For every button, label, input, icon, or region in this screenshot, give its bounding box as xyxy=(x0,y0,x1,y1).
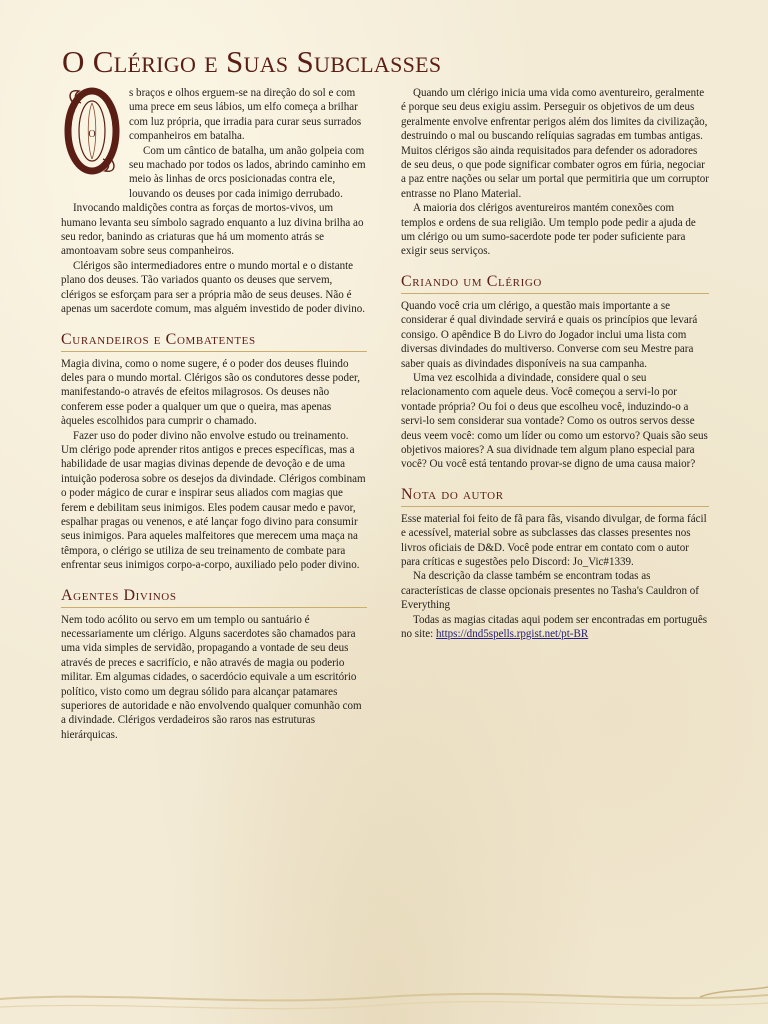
nota-p3 xyxy=(401,613,709,642)
section-heading-curandeiros: Curandeiros e Combatentes xyxy=(61,331,367,352)
curandeiros-p1: Magia divina, como o nome sugere, é o poder dos deuses fluindo deles para o mundo mortal. Clérigos são os condutores desse poder, manifestando-o através de efeitos milagrosos. Os deuses não conferem esse poder a qualquer um que o queira, mas apenas àqueles escolhidos para cumprir o chamado. xyxy=(61,357,360,428)
intro-paragraph-1 xyxy=(61,86,367,144)
intro-p1-text: s braços e olhos erguem-se na direção do sol e com uma prece em seus lábios, um elfo começa a brilhar com luz própria, que irradia para curar seus surrados companheiros em batalha. xyxy=(129,87,362,143)
right-p2: A maioria dos clérigos aventureiros mantém conexões com templos e ordens de sua religião. Um templo pode pedir a ajuda de um clérigo ou um sumo-sacerdote pode ter poder suficiente para exigir seus serviços. xyxy=(401,202,696,258)
agentes-p1: Nem todo acólito ou servo em um templo ou santuário é necessariamente um clérigo. Alguns sacerdotes são chamados para uma vida simples de servidão, propagando a vontade de seu deus através de preces e sacrifício, e não através de magia ou poderio militar. Em algumas cidades, o sacerdócio equivale a um escritório político, visto como um degrau sólido para alcançar patamares superiores de autoridade e não envolvendo qualquer comunhão com a divindade. Clérigos verdadeiros são raros nas estruturas hierárquicas. xyxy=(61,613,362,741)
page-title: O Clérigo e Suas Subclasses xyxy=(62,44,442,79)
section-heading-nota: Nota do autor xyxy=(401,486,709,507)
nota-p1: Esse material foi feito de fã para fãs, visando divulgar, de forma fácil e acessível, material sobre as subclasses das classes presentes nos livros oficiais de D&D. Você pode entrar em contato com o autor para críticas e sugestões pelo Discord: Jo_Vic#1339. xyxy=(401,512,707,568)
intro-p2: Com um cântico de batalha, um anão golpeia com seu machado por todos os lados, abrindo caminho em meio às linhas de orcs posicionadas contra ele, louvando os deuses por cada inimigo derrubado. xyxy=(129,144,366,200)
criando-p2: Uma vez escolhida a divindade, considere qual o seu relacionamento com aquele deus. Você começou a servi-lo por vontade própria? Ou foi o deus que escolheu você, induzindo-o a servi-lo sem considerar sua vontade? Como os outros servos desse deus veem você: como um líder ou como um estorvo? Quais são seus objetivos maiores? A sua dividnade tem algum plano especial para você? Ou você está tentando provar-se digno de uma causa maior? xyxy=(401,371,708,471)
intro-p3: Invocando maldições contra as forças de mortos-vivos, um humano levanta seu símbolo sagrado enquanto a luz divina brilha ao seu redor, banindo as criaturas que há um momento atrás se amontoavam sobre seus companheiros. xyxy=(61,202,364,258)
nota-p2: Na descrição da classe também se encontram todas as características de classe opcionais presentes no Tasha's Cauldron of Everything xyxy=(401,570,699,612)
footer-ornament xyxy=(0,985,768,1024)
dropcap-ornament xyxy=(61,85,123,177)
nota-p3-text: Todas as magias citadas aqui podem ser encontradas em português no site: xyxy=(401,613,708,640)
criando-p1: Quando você cria um clérigo, a questão mais importante a se considerar é qual divindade servirá e quais os princípios que levará consigo. O apêndice B do Livro do Jogador inclui uma lista com diversas divindades do multiverso. Converse com seu Mestre para saber quais as divindades disponíveis na sua campanha. xyxy=(401,299,698,370)
dropcap-letter: O xyxy=(88,129,96,140)
section-heading-agentes: Agentes Divinos xyxy=(61,587,367,608)
left-column xyxy=(61,86,367,742)
right-column xyxy=(401,86,709,641)
curandeiros-p2: Fazer uso do poder divino não envolve estudo ou treinamento. Um clérigo pode aprender ritos antigos e preces específicas, mas a habilidade de usar magias divinas depende de devoção e de uma intuição poderosa sobre os desejos da divindade. Clérigos combinam o poder mágico de curar e inspirar seus aliados com magias que ferem e debilitam seus inimigos. Eles podem causar medo e pavor, espalhar pragas ou venenos, e até lançar fogo divino para consumir seus inimigos. Para aqueles malfeitores que merecem uma maça na têmpora, o clérigo se utiliza de seu treinamento de combate para enfrentar seus inimigos corpo-a-corpo, auxiliado pelo poder divino. xyxy=(61,429,366,572)
section-heading-criando: Criando um Clérigo xyxy=(401,273,709,294)
right-p1: Quando um clérigo inicia uma vida como aventureiro, geralmente é porque seu deus exigiu assim. Perseguir os objetivos de um deus geralmente envolve enfrentar perigos além dos limites da civilização, destruindo o mal ou buscando relíquias sagradas em tumbas antigas. Muitos clérigos são ainda requisitados para defender os adoradores de seu deus, o que pode significar combater ogros em fúria, negociar a paz entre nações ou selar um portal que permitiria que um corruptor entrasse no Plano Material. xyxy=(401,87,709,200)
spells-site-link[interactable]: https://dnd5spells.rpgist.net/pt-BR xyxy=(435,628,589,640)
intro-p4: Clérigos são intermediadores entre o mundo mortal e o distante plano dos deuses. Tão variados quanto os deuses que servem, clérigos se esforçam para ser a própria mão de seus deuses. Não é apenas um sacerdote comum, mas alguém investido de poder divino. xyxy=(61,259,366,316)
